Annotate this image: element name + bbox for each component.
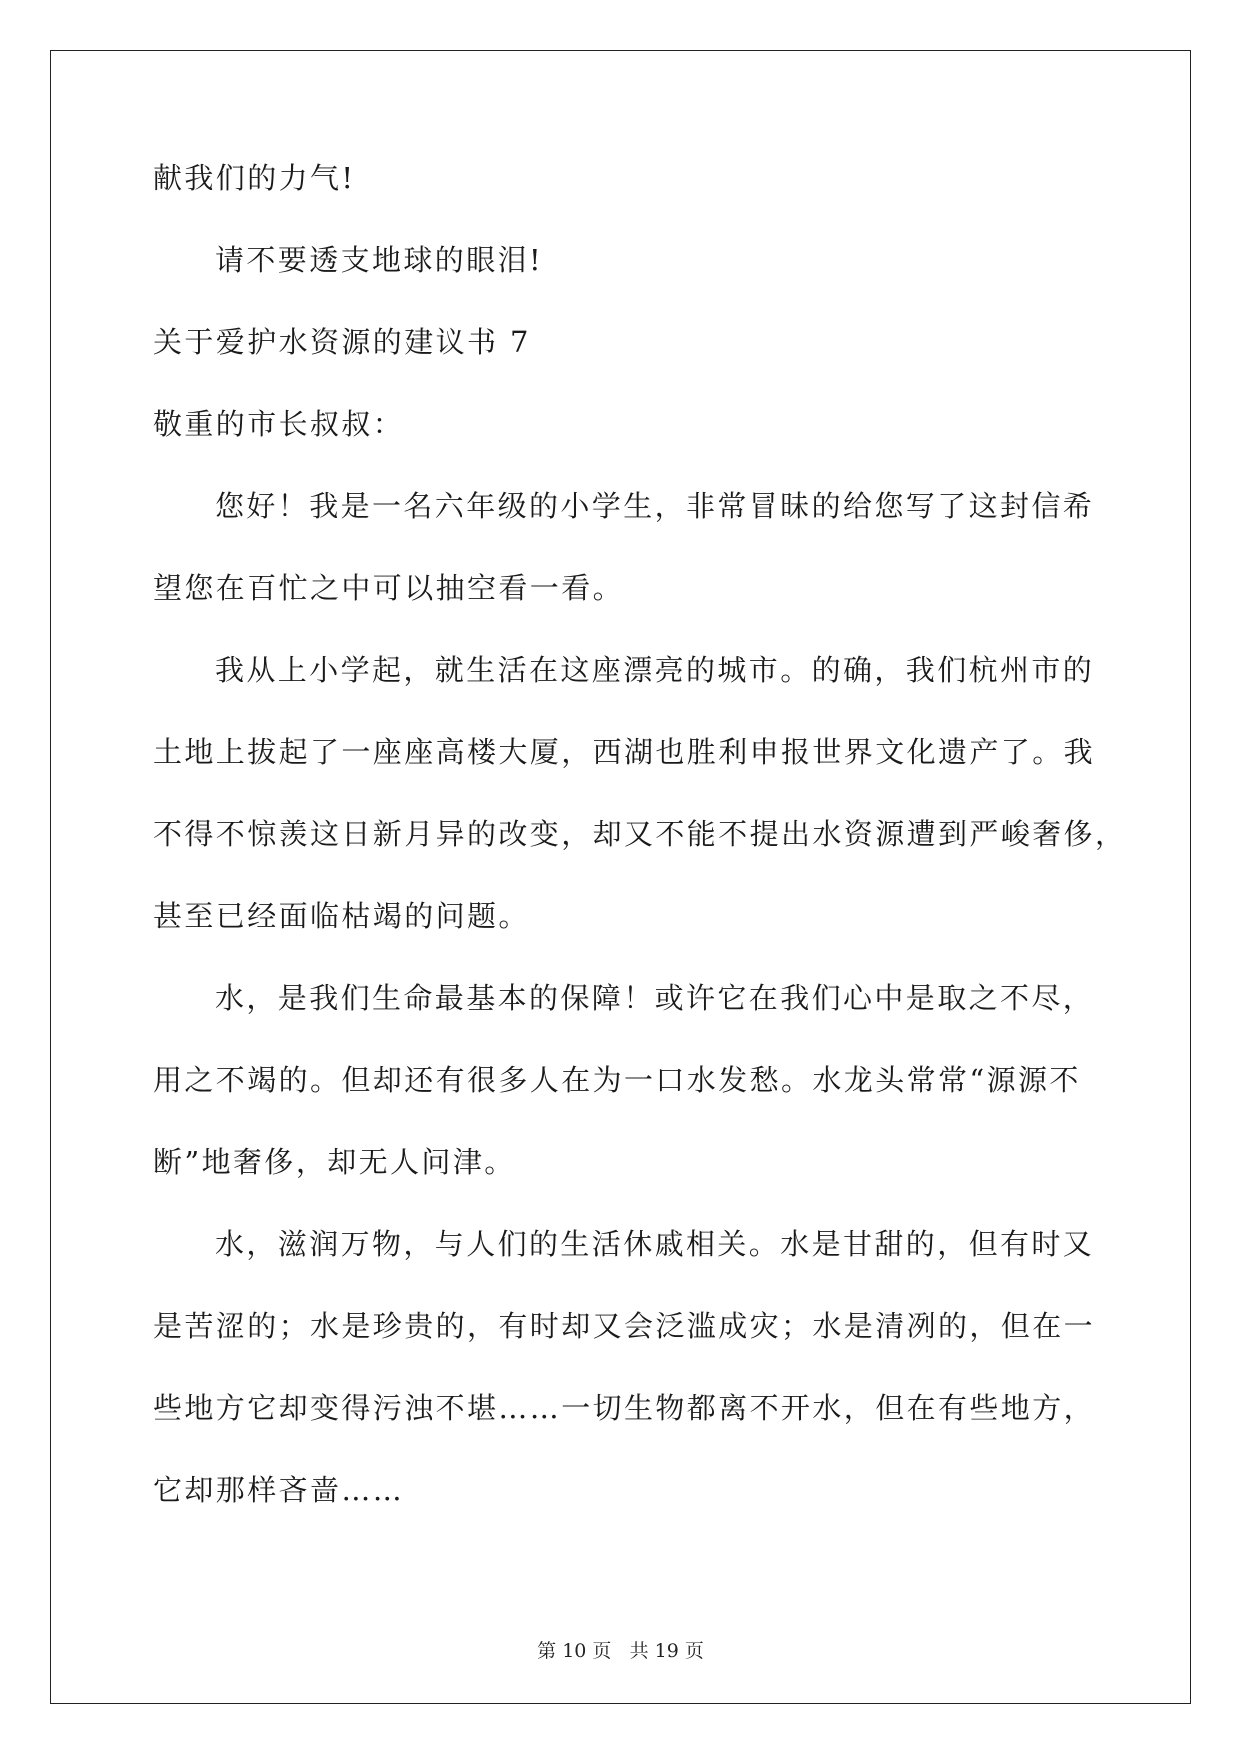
- page-total: 共 19 页: [629, 1640, 704, 1662]
- text-line: 用之不竭的。但却还有很多人在为一口水发愁。水龙头常常“源源不: [153, 1063, 1081, 1097]
- salutation: 敬重的市长叔叔：: [153, 407, 405, 441]
- section-title: 关于爱护水资源的建议书 7: [153, 325, 531, 359]
- text-line: 水，是我们生命最基本的保障！或许它在我们心中是取之不尽，: [215, 981, 1095, 1015]
- text-line: 断”地奢侈，却无人问津。: [153, 1145, 516, 1179]
- text-line: 请不要透支地球的眼泪!: [215, 243, 544, 277]
- text-line: 您好！我是一名六年级的小学生，非常冒昧的给您写了这封信希: [215, 489, 1095, 523]
- document-body: [153, 160, 1127, 1554]
- text-line: 水，滋润万物，与人们的生活休戚相关。水是甘甜的，但有时又: [215, 1227, 1095, 1261]
- text-line: 土地上拔起了一座座高楼大厦，西湖也胜利申报世界文化遗产了。我: [153, 735, 1096, 769]
- page-number: 第 10 页: [537, 1640, 612, 1662]
- text-line: 些地方它却变得污浊不堪……一切生物都离不开水，但在有些地方，: [153, 1391, 1096, 1425]
- text-line: 望您在百忙之中可以抽空看一看。: [153, 571, 625, 605]
- text-line: 献我们的力气!: [153, 161, 356, 195]
- text-line: 我从上小学起，就生活在这座漂亮的城市。的确，我们杭州市的: [215, 653, 1095, 687]
- text-line: 甚至已经面临枯竭的问题。: [153, 899, 530, 933]
- text-line: 不得不惊羡这日新月异的改变，却又不能不提出水资源遭到严峻奢侈，: [153, 817, 1127, 851]
- page-footer: [0, 1636, 1241, 1663]
- text-line: 它却那样吝啬……: [153, 1473, 405, 1507]
- text-line: 是苦涩的；水是珍贵的，有时却又会泛滥成灾；水是清冽的，但在一: [153, 1309, 1096, 1343]
